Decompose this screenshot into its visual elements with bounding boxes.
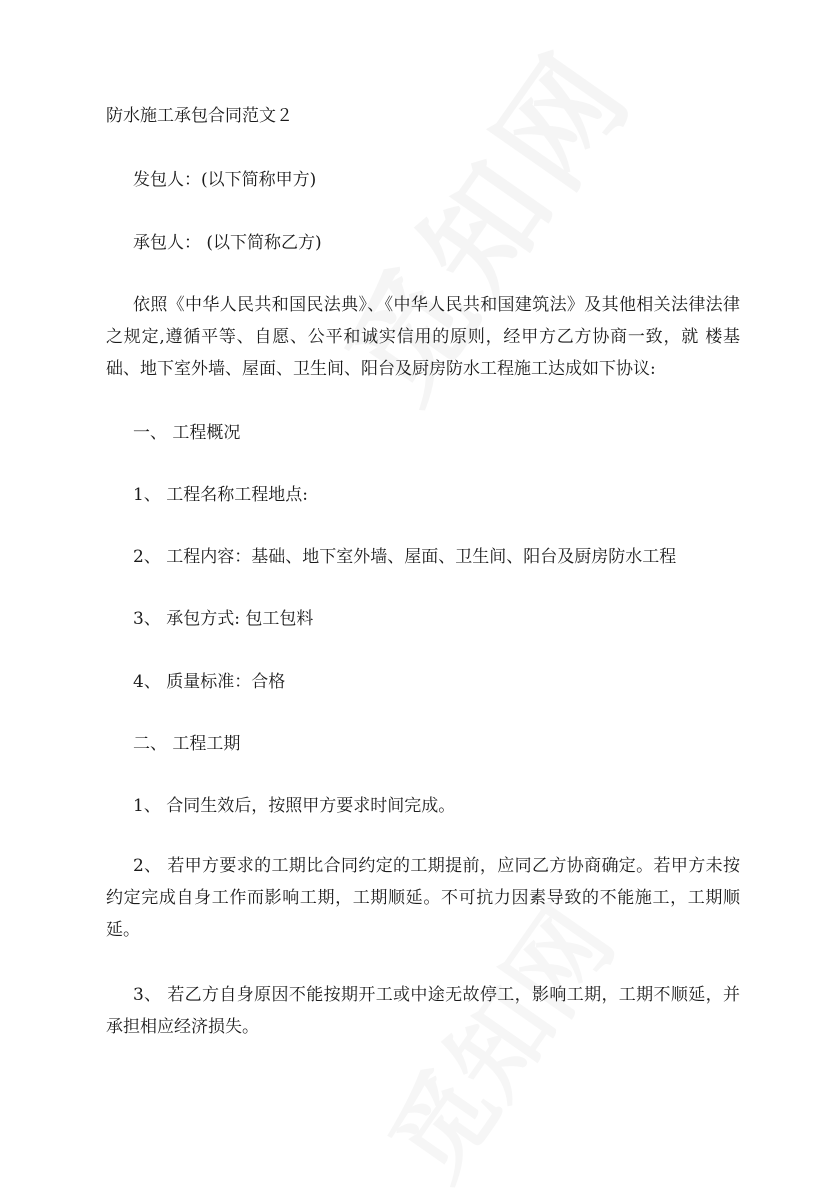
section-heading-schedule: 二、 工程工期 — [133, 734, 241, 754]
list-item: 1、 合同生效后，按照甲方要求时间完成。 — [133, 796, 456, 816]
section-heading-overview: 一、 工程概况 — [133, 423, 241, 443]
list-item: 4、 质量标准：合格 — [133, 672, 286, 692]
list-item: 3、 承包方式: 包工包料 — [133, 609, 314, 629]
document-title: 防水施工承包合同范文２ — [106, 106, 293, 126]
list-item: 1、 工程名称工程地点: — [133, 485, 308, 505]
contractor-line: 承包人： (以下简称乙方) — [133, 233, 322, 253]
list-item-paragraph: 2、 若甲方要求的工期比合同约定的工期提前，应同乙方协商确定。若甲方未按约定完成自身工作而影响工期，工期顺延。不可抗力因素导致的不能施工，工期顺延。 — [106, 856, 740, 940]
employer-line: 发包人：(以下简称甲方) — [133, 170, 317, 190]
intro-paragraph: 依照《中华人民共和国民法典》、《中华人民共和国建筑法》及其他相关法律法律之规定,遵循平等、自愿、公平和诚实信用的原则，经甲方乙方协商一致，就 楼基础、地下室外墙、屋面、卫生间、阳台及厨房防水工程施工达成如下协议: — [106, 295, 740, 379]
list-item: 2、 工程内容：基础、地下室外墙、屋面、卫生间、阳台及厨房防水工程 — [133, 547, 677, 567]
list-item-paragraph: 3、 若乙方自身原因不能按期开工或中途无故停工，影响工期，工期不顺延，并承担相应经济损失。 — [106, 985, 740, 1037]
